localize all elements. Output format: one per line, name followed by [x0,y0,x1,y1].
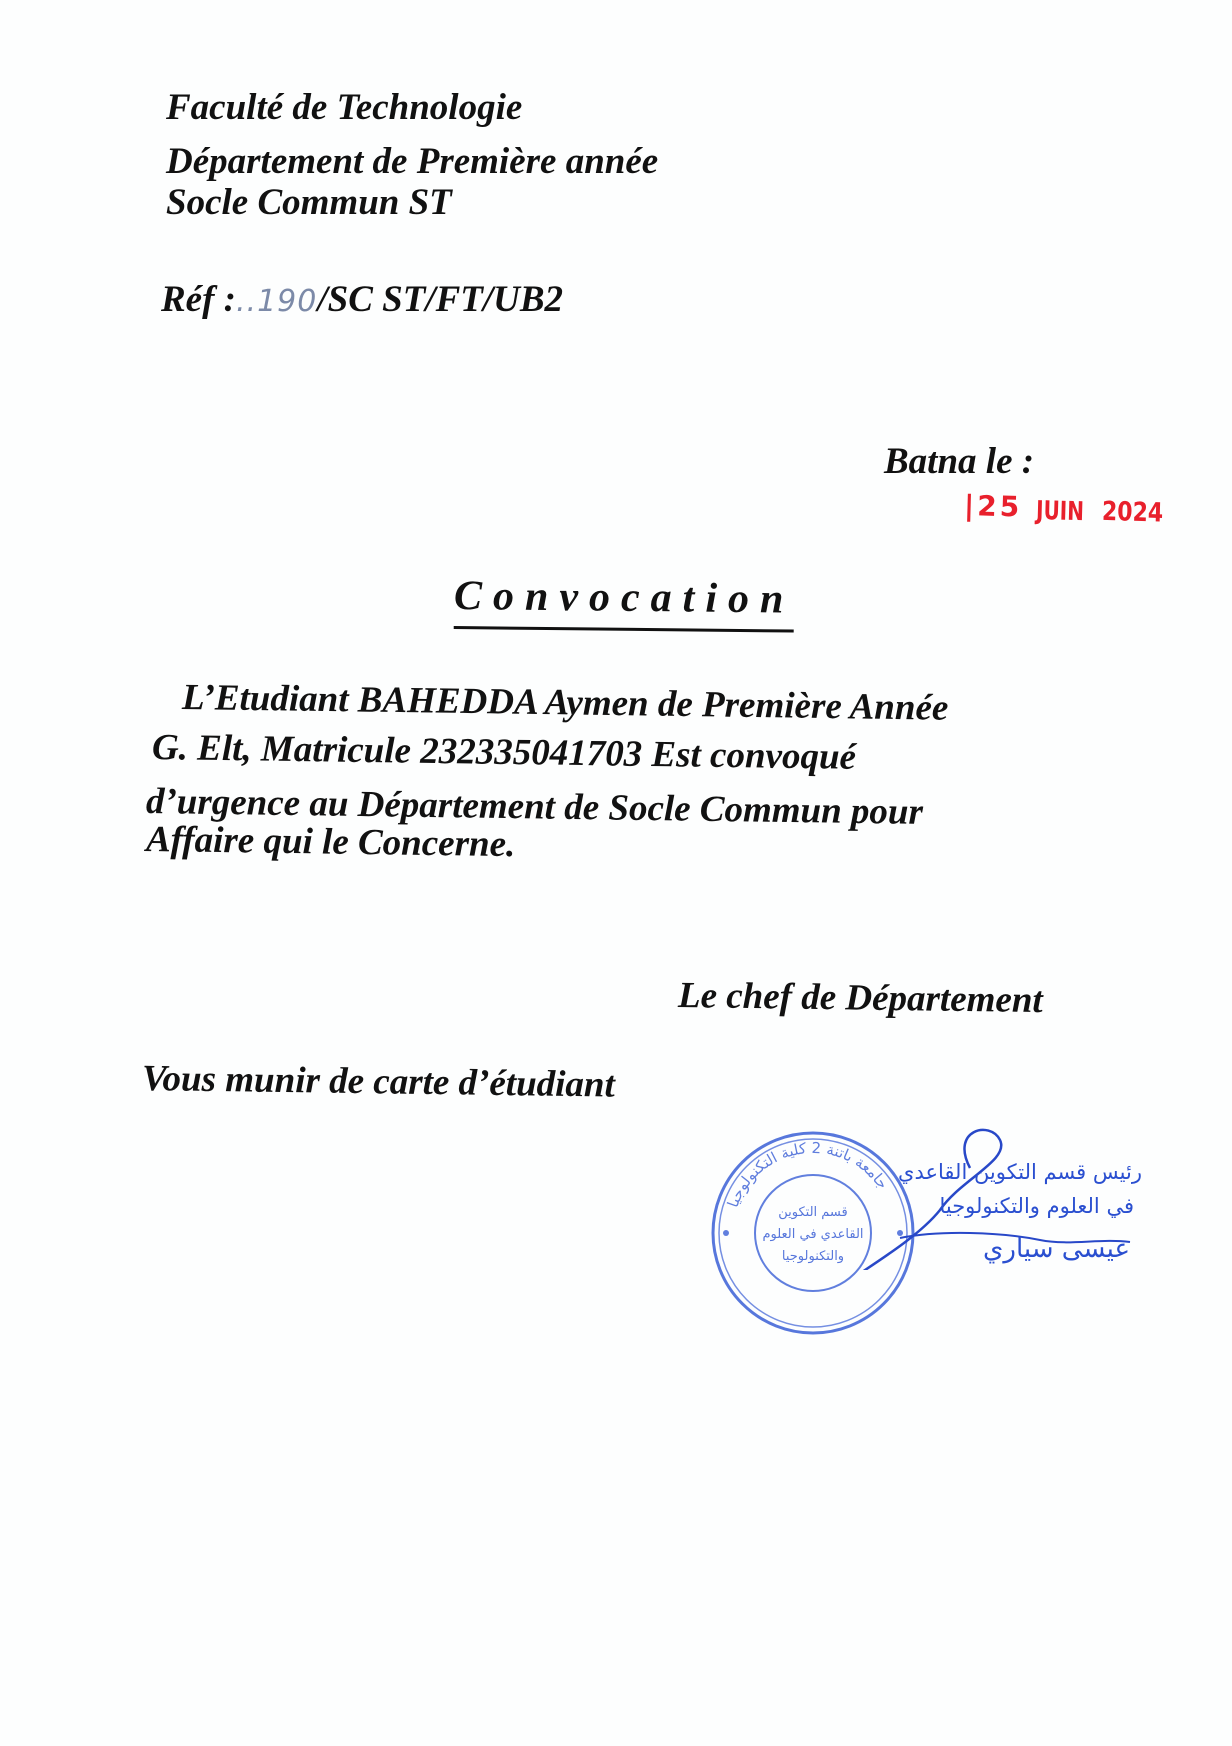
stamp-day: |25 [963,489,1023,524]
seal-center-line-2: القاعدي في العلوم [762,1227,864,1242]
signature-name: عيسى سياري [983,1234,1130,1264]
body-line-3: d’urgence au Département de Socle Commun pour [145,781,924,833]
stamp-year: 2024 [1101,497,1164,529]
student-card-note: Vous munir de carte d’étudiant [141,1058,616,1106]
signature-title-line-1: رئيس قسم التكوين القاعدي [898,1160,1142,1184]
body-line-1: L’Etudiant BAHEDDA Aymen de Première Année [181,677,949,729]
stamp-month: JUIN [1035,494,1085,527]
department-name: Département de Première année [166,141,659,182]
document-title: Convocation [454,572,795,633]
date-stamp [964,489,1164,527]
faculty-name: Faculté de Technologie [166,87,523,128]
place-label: Batna le : [884,441,1035,482]
reference-line [161,278,563,321]
program-name: Socle Commun ST [166,182,452,223]
reference-number: ..190 [236,284,318,319]
reference-label: Réf : [161,279,236,320]
seal-center-line-3: والتكنولوجيا [781,1249,845,1264]
seal-ring-text: جامعة باتنة 2 كلية التكنولوجيا [723,1138,893,1210]
body-line-4: Affaire qui le Concerne. [145,819,516,866]
body-line-2: G. Elt, Matricule 232335041703 Est convoqué [151,727,857,778]
signatory-title: Le chef de Département [677,975,1044,1022]
signature-title-line-2: في العلوم والتكنولوجيا [939,1194,1134,1218]
seal-center-line-1: قسم التكوين [778,1205,848,1220]
reference-suffix: /SC ST/FT/UB2 [317,279,564,320]
